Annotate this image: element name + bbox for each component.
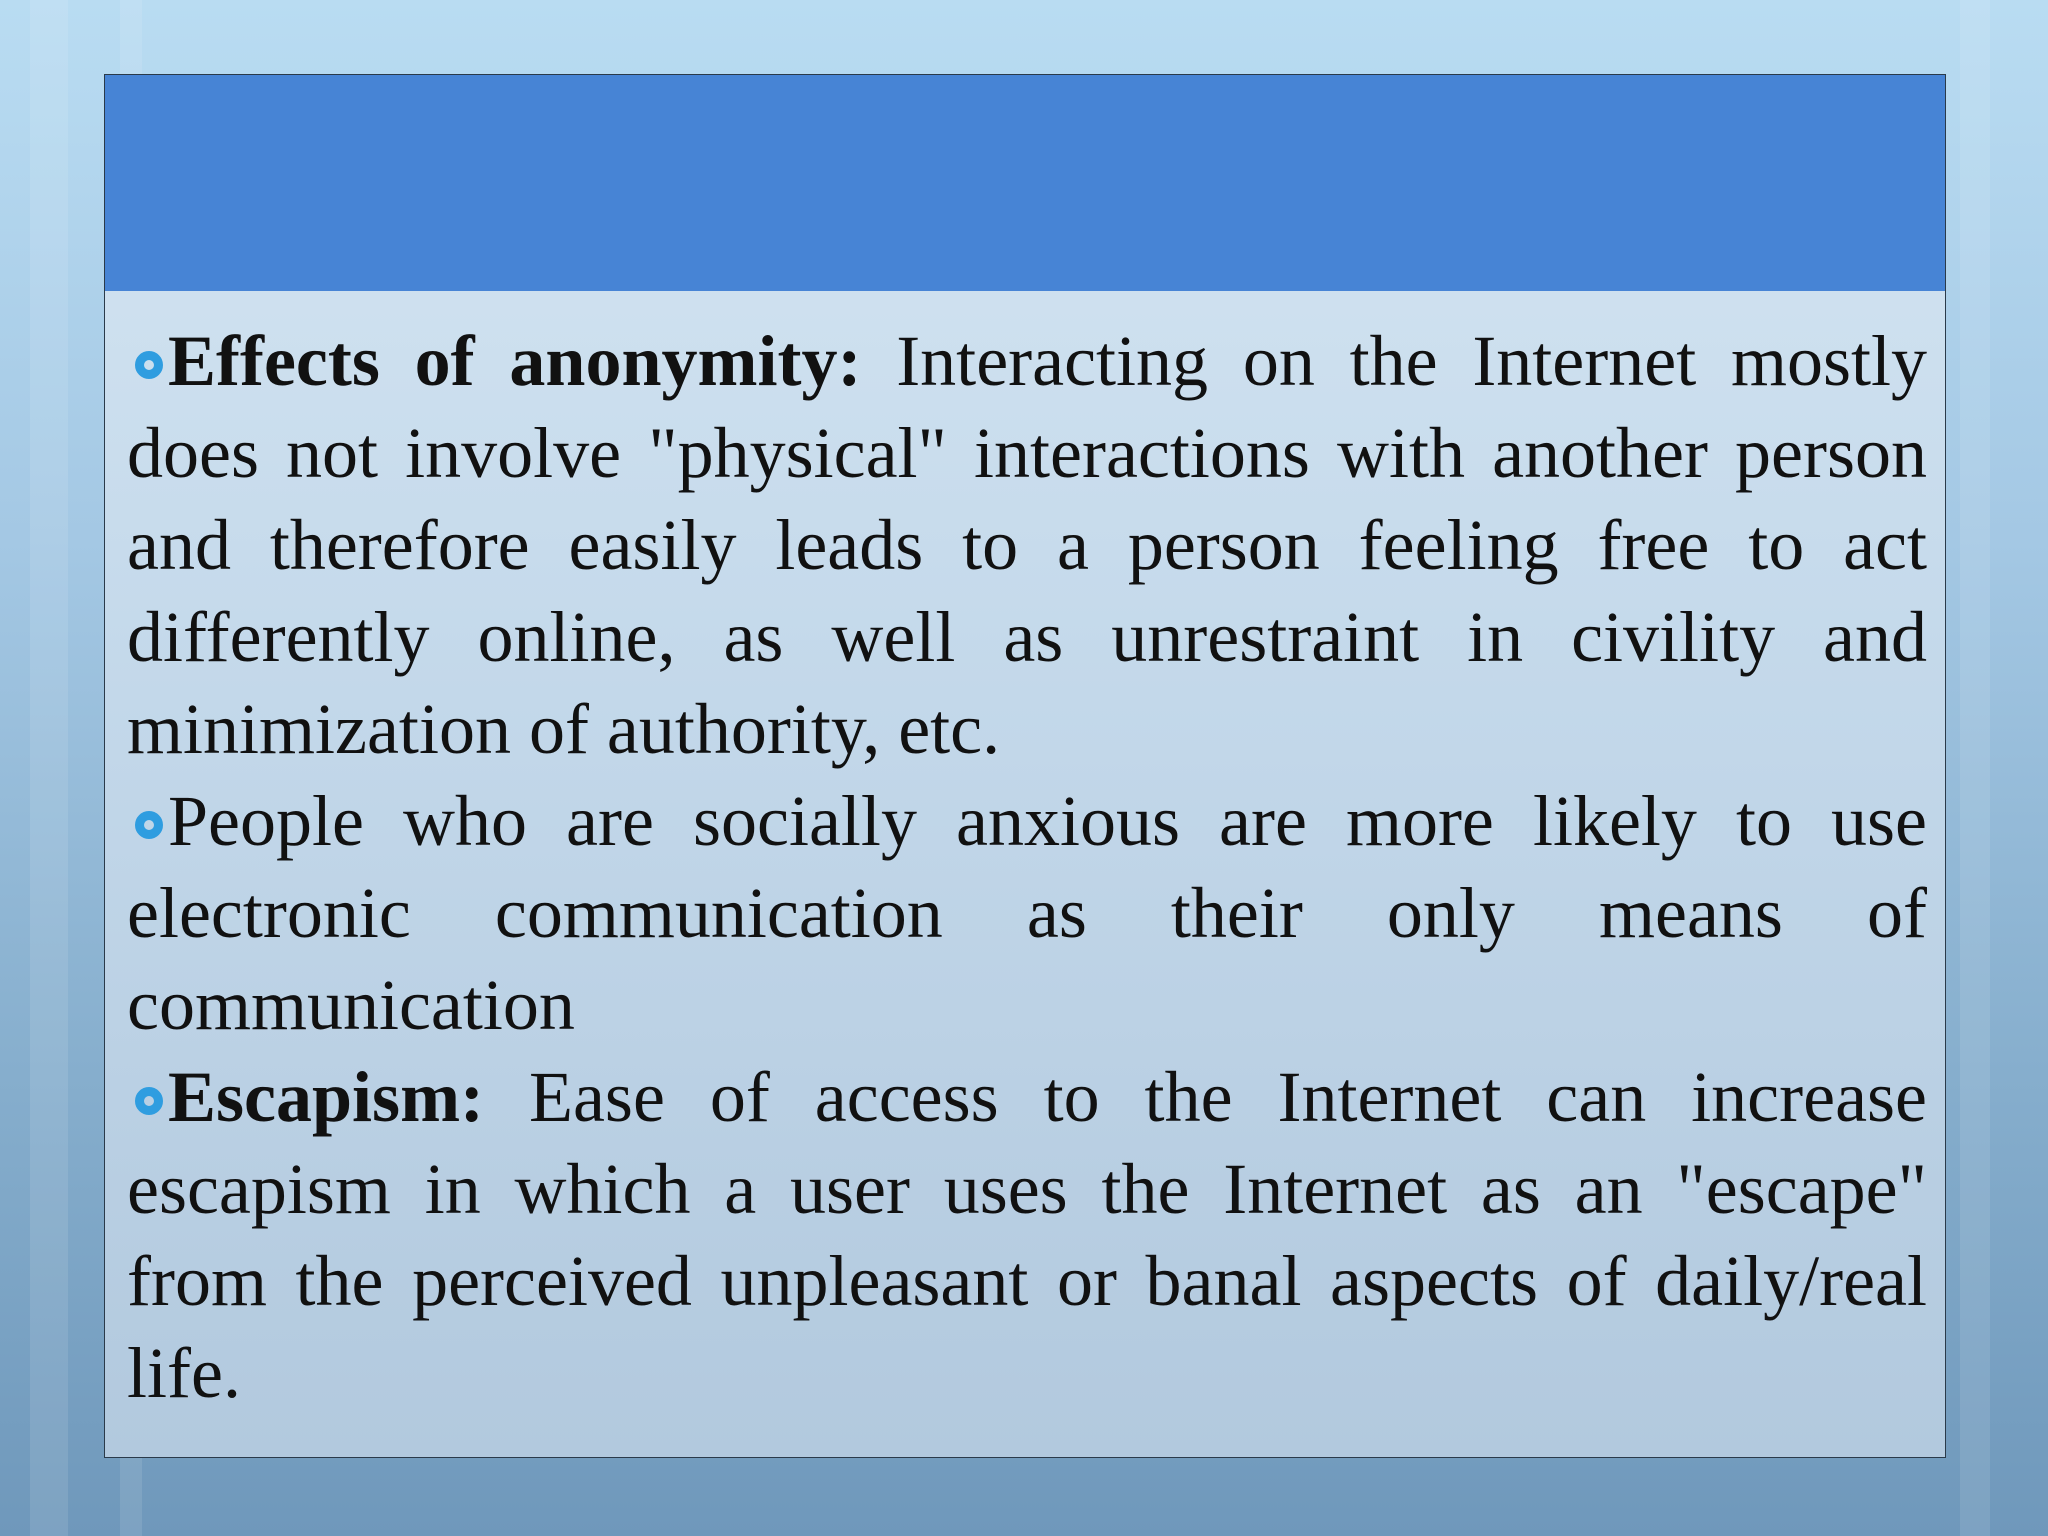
background-stripe bbox=[1960, 0, 1990, 1536]
bullet-item-social-anxiety bbox=[127, 775, 1927, 1051]
bullet-text: Interacting on the Internet mostly does not involve "physical" interactions with another person and therefore easily leads to a person feeling free to act differently online, as well as unrestraint in civility and minimization of authority, etc. bbox=[127, 321, 1928, 769]
slide-content bbox=[127, 315, 1927, 1419]
bullet-text: People who are socially anxious are more likely to use electronic communication as their only means of communication bbox=[127, 781, 1927, 1045]
bullet-item-escapism bbox=[127, 1051, 1927, 1419]
ring-bullet-icon bbox=[135, 1087, 163, 1115]
bullet-lead: Effects of anonymity: bbox=[168, 321, 862, 401]
bullet-item-anonymity bbox=[127, 315, 1927, 775]
ring-bullet-icon bbox=[135, 811, 163, 839]
slide-title-band bbox=[105, 75, 1945, 291]
bullet-lead: Escapism: bbox=[168, 1057, 485, 1137]
bullet-text: Ease of access to the Internet can increase escapism in which a user uses the Internet as an "escape" from the perceived unpleasant or banal aspects of daily/real life. bbox=[127, 1057, 1927, 1413]
background-stripe bbox=[30, 0, 68, 1536]
slide-panel bbox=[104, 74, 1946, 1458]
ring-bullet-icon bbox=[135, 351, 163, 379]
